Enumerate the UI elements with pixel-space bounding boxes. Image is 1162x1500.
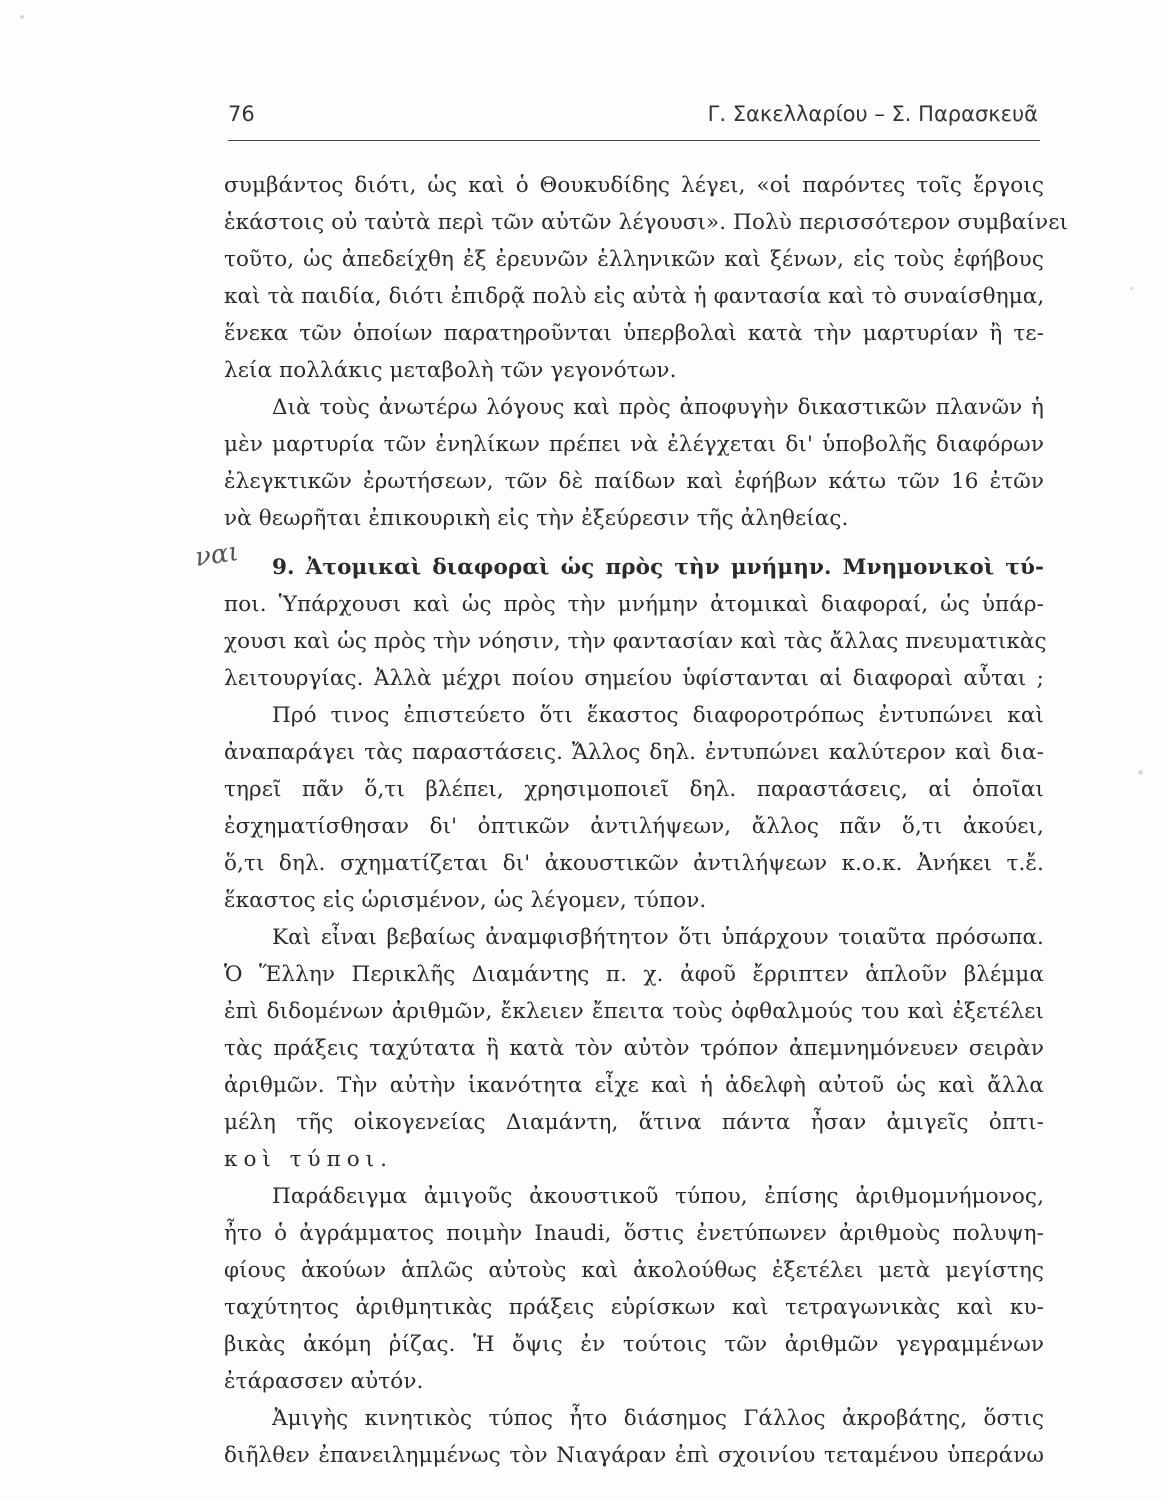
- text-line: διῆλθεν ἐπανειλημμένως τὸν Νιαγάραν ἐπὶ σχοινίου τεταμένου ὑπεράνω: [224, 1443, 1044, 1468]
- text-line: ἐλεγκτικῶν ἐρωτήσεων, τῶν δὲ παίδων καὶ ἐφήβων κάτω τῶν 16 ἐτῶν: [224, 469, 1044, 494]
- text-line: τοῦτο, ὡς ἀπεδείχθη ἐξ ἐρευνῶν ἑλληνικῶν καὶ ξένων, εἰς τοὺς ἐφήβους: [224, 247, 1044, 272]
- text-line: νὰ θεωρῆται ἐπικουρικὴ εἰς τὴν ἐξεύρεσιν τῆς ἀληθείας.: [224, 506, 849, 531]
- section-heading: 9. Ἀτομικαὶ διαφοραὶ ὡς πρὸς τὴν μνήμην. Μνημονικοὶ τύ-: [272, 555, 1044, 580]
- page-header: [228, 100, 1040, 141]
- text-line: ἕκαστος εἰς ὡρισμένον, ὡς λέγομεν, τύπον.: [224, 888, 707, 913]
- paper-speck: [1138, 770, 1143, 775]
- text-line: Καὶ εἶναι βεβαίως ἀναμφισβήτητον ὅτι ὑπάρχουν τοιαῦτα πρόσωπα.: [272, 925, 1044, 950]
- text-line: ἐσχηματίσθησαν δι' ὀπτικῶν ἀντιλήψεων, ἄλλος πᾶν ὅ,τι ἀκούει,: [224, 814, 1044, 839]
- text-line: μέλη τῆς οἰκογενείας Διαμάντη, ἅτινα πάντα ἦσαν ἀμιγεῖς ὀπτι-: [224, 1110, 1044, 1135]
- handwritten-margin-note: ναι: [193, 537, 241, 573]
- body-text: [224, 167, 1068, 1474]
- text-line: συμβάντος διότι, ὡς καὶ ὁ Θουκυδίδης λέγει, «οἱ παρόντες τοῖς ἔργοις: [224, 173, 1044, 198]
- text-line: ἀριθμῶν. Τὴν αὐτὴν ἱκανότητα εἶχε καὶ ἡ ἀδελφὴ αὐτοῦ ὡς καὶ ἄλλα: [224, 1073, 1044, 1098]
- text-line: ἕνεκα τῶν ὁποίων παρατηροῦνται ὑπερβολαὶ κατὰ τὴν μαρτυρίαν ἢ τε-: [224, 321, 1044, 346]
- text-line: ἐτάρασσεν αὐτόν.: [224, 1369, 424, 1394]
- text-line: κοὶ τύποι.: [224, 1147, 393, 1172]
- text-line: τὰς πράξεις ταχύτατα ἢ κατὰ τὸν αὐτὸν τρόπον ἀπεμνημόνευεν σειρὰν: [224, 1036, 1044, 1061]
- text-line: τηρεῖ πᾶν ὅ,τι βλέπει, χρησιμοποιεῖ δηλ. παραστάσεις, αἱ ὁποῖαι: [224, 777, 1044, 802]
- text-line: Παράδειγμα ἀμιγοῦς ἀκουστικοῦ τύπου, ἐπίσης ἀριθμομνήμονος,: [272, 1184, 1044, 1209]
- text-line: ὅ,τι δηλ. σχηματίζεται δι' ἀκουστικῶν ἀντιλήψεων κ.ο.κ. Ἀνήκει τ.ἔ.: [224, 851, 1044, 876]
- text-line: ταχύτητος ἀριθμητικὰς πράξεις εὑρίσκων καὶ τετραγωνικὰς καὶ κυ-: [224, 1295, 1044, 1320]
- text-line: χουσι καὶ ὡς πρὸς τὴν νόησιν, τὴν φαντασίαν καὶ τὰς ἄλλας πνευματικὰς: [224, 629, 1047, 654]
- text-line: Ἀμιγὴς κινητικὸς τύπος ἦτο διάσημος Γάλλος ἀκροβάτης, ὅστις: [272, 1406, 1044, 1431]
- running-head: Γ. Σακελλαρίου – Σ. Παρασκευᾶ: [707, 102, 1038, 126]
- text-line: ἀναπαράγει τὰς παραστάσεις. Ἄλλος δηλ. ἐντυπώνει καλύτερον καὶ δια-: [224, 740, 1044, 765]
- text-line: ποι. Ὑπάρχουσι καὶ ὡς πρὸς τὴν μνήμην ἀτομικαὶ διαφοραί, ὡς ὑπάρ-: [224, 592, 1044, 617]
- text-line: Ὁ Ἕλλην Περικλῆς Διαμάντης π. χ. ἀφοῦ ἔρριπτεν ἁπλοῦν βλέμμα: [224, 962, 1044, 987]
- page-number: 76: [228, 102, 255, 126]
- paper-speck: [20, 15, 24, 19]
- text-line: καὶ τὰ παιδία, διότι ἐπιδρᾷ πολὺ εἰς αὐτὰ ἡ φαντασία καὶ τὸ συναίσθημα,: [224, 284, 1045, 309]
- text-line: λειτουργίας. Ἀλλὰ μέχρι ποίου σημείου ὑφίστανται αἱ διαφοραὶ αὗται ;: [224, 666, 1044, 691]
- text-line: βικὰς ἀκόμη ῥίζας. Ἡ ὄψις ἐν τούτοις τῶν ἀριθμῶν γεγραμμένων: [224, 1332, 1044, 1357]
- text-line: Διὰ τοὺς ἀνωτέρω λόγους καὶ πρὸς ἀποφυγὴν δικαστικῶν πλανῶν ἡ: [272, 395, 1044, 420]
- text-line: ἑκάστοις οὐ ταὐτὰ περὶ τῶν αὐτῶν λέγουσι». Πολὺ περισσότερον συμβαίνει: [224, 210, 1068, 235]
- text-line: Πρό τινος ἐπιστεύετο ὅτι ἕκαστος διαφοροτρόπως ἐντυπώνει καὶ: [272, 703, 1044, 728]
- text-line: λεία πολλάκις μεταβολὴ τῶν γεγονότων.: [224, 358, 677, 383]
- text-line: φίους ἀκούων ἁπλῶς αὐτοὺς καὶ ἀκολούθως ἐξετέλει μετὰ μεγίστης: [224, 1258, 1044, 1283]
- text-line: ἦτο ὁ ἀγράμματος ποιμὴν Inaudi, ὅστις ἐνετύπωνεν ἀριθμοὺς πολυψη-: [224, 1221, 1044, 1246]
- text-line: μὲν μαρτυρία τῶν ἐνηλίκων πρέπει νὰ ἐλέγχεται δι' ὑποβολῆς διαφόρων: [224, 432, 1044, 457]
- paper-speck: [1130, 287, 1133, 290]
- text-line: ἐπὶ διδομένων ἀριθμῶν, ἔκλειεν ἔπειτα τοὺς ὀφθαλμούς του καὶ ἐξετέλει: [224, 999, 1044, 1024]
